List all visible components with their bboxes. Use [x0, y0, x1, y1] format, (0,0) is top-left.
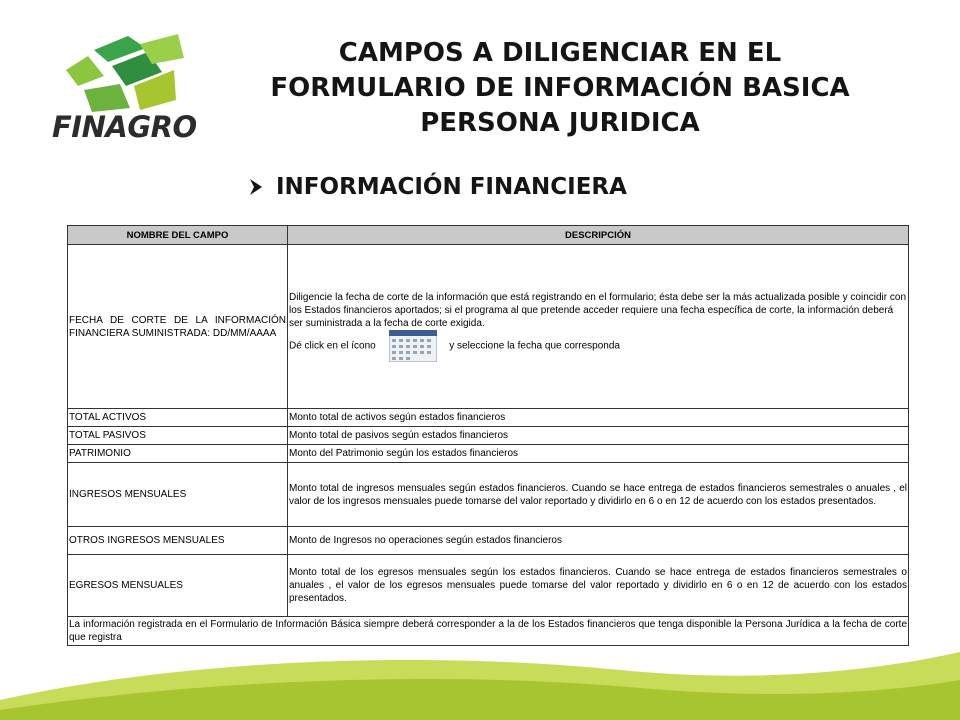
field-name: INGRESOS MENSUALES [68, 463, 288, 527]
column-header-name: NOMBRE DEL CAMPO [68, 226, 288, 245]
table-row [68, 527, 909, 555]
table-row [68, 445, 909, 463]
click-instruction-start: Dé click en el ícono [289, 340, 376, 352]
field-description-text: Diligencie la fecha de corte de la información que está registrando en el formulario; ésta debe ser la más actualizada posible y coincidir con los Estados financieros aportados; si el programa al que pretende acceder requiere una fecha específica de corte, la información deberá ser suministrada a la fecha de corte exigida. [289, 292, 907, 329]
field-description [288, 245, 909, 409]
page-title [210, 36, 910, 141]
field-description: Monto de Ingresos no operaciones según estados financieros [288, 527, 909, 555]
title-line-2: FORMULARIO DE INFORMACIÓN BASICA [270, 73, 850, 103]
title-line-1: CAMPOS A DILIGENCIAR EN EL [338, 38, 782, 68]
field-description: Monto total de ingresos mensuales según estados financieros. Cuando se hace entrega de estados financieros semestrales o anuales , el valor de los ingresos mensuales puede tomarse del valor reportado y dividirlo en 6 o en 12 de acuerdo con los estados presentados. [288, 463, 909, 527]
field-name: OTROS INGRESOS MENSUALES [68, 527, 288, 555]
field-description: Monto total de los egresos mensuales según los estados financieros. Cuando se hace entrega de estados financieros semestrales o anuales , el valor de los egresos mensuales puede tomarse del valor reportado y dividirlo en 6 o en 12 de acuerdo con los estados presentados. [288, 555, 909, 617]
table-row [68, 245, 909, 409]
table-row [68, 463, 909, 527]
column-header-description: DESCRIPCIÓN [288, 226, 909, 245]
field-description: Monto total de activos según estados financieros [288, 409, 909, 427]
calendar-icon [389, 330, 437, 362]
table-header-row [68, 226, 909, 245]
section-heading [248, 174, 627, 200]
table-footnote: La información registrada en el Formulario de Información Básica siempre deberá corresponder a la de los Estados financieros que tenga disponible la Persona Jurídica a la fecha de corte que registra [68, 617, 909, 646]
field-description: Monto del Patrimonio según los estados financieros [288, 445, 909, 463]
decorative-wave [0, 630, 960, 720]
section-title: INFORMACIÓN FINANCIERA [276, 174, 627, 200]
field-name: FECHA DE CORTE DE LA INFORMACIÓN FINANCIERA SUMINISTRADA: DD/MM/AAAA [68, 245, 288, 409]
click-instruction-end: y seleccione la fecha que corresponda [449, 340, 620, 352]
logo-wordmark: FINAGRO [52, 110, 197, 144]
arrow-bullet-icon [248, 178, 264, 196]
field-name: PATRIMONIO [68, 445, 288, 463]
field-name: TOTAL ACTIVOS [68, 409, 288, 427]
table-row [68, 555, 909, 617]
title-line-3: PERSONA JURIDICA [420, 108, 700, 138]
field-name: TOTAL PASIVOS [68, 427, 288, 445]
field-name: EGRESOS MENSUALES [68, 555, 288, 617]
fields-table [67, 225, 909, 646]
table-row [68, 409, 909, 427]
field-description: Monto total de pasivos según estados financieros [288, 427, 909, 445]
table-row [68, 427, 909, 445]
